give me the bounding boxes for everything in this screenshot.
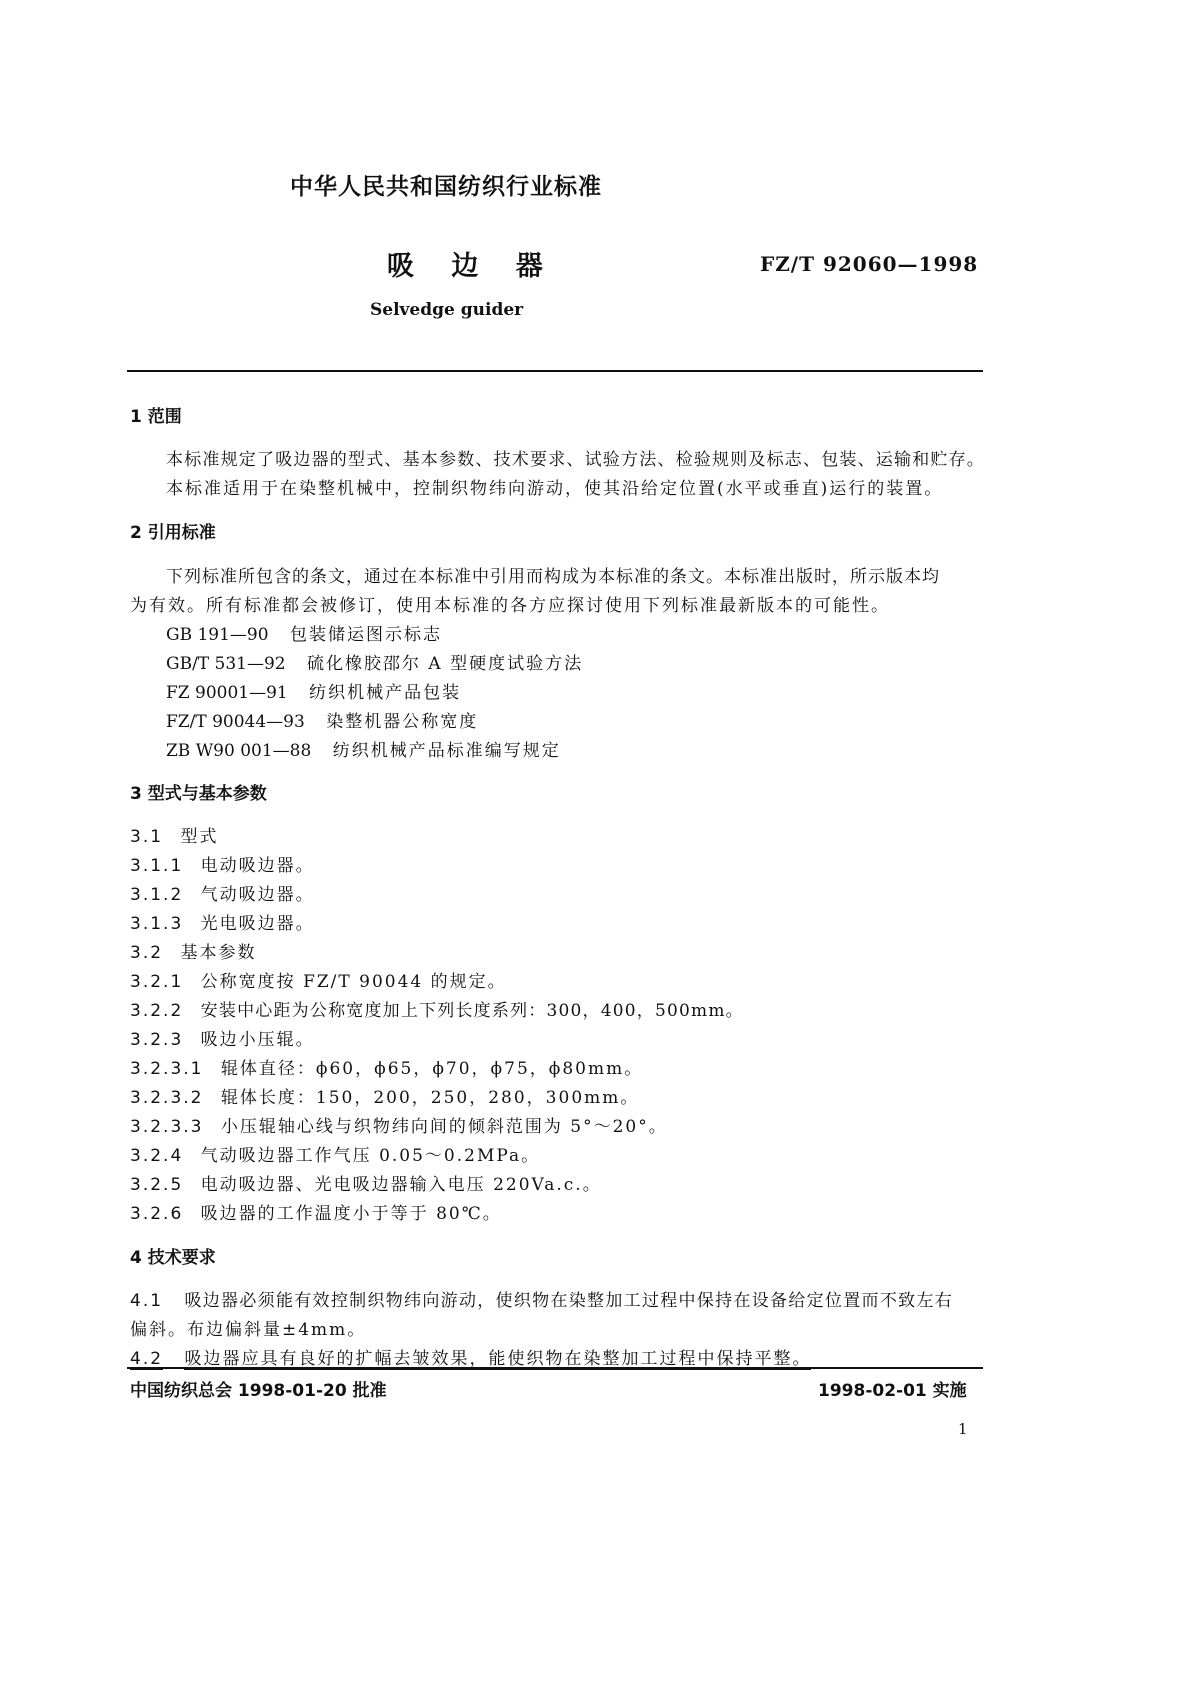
reference-code: ZB W90 001—88 [166,741,312,761]
section-1-heading: 1 范围 [130,407,182,427]
section-3-heading: 3 型式与基本参数 [130,784,267,804]
reference-title: 纺织机械产品包装 [309,683,462,703]
clause-number: 3.2.3.1 [130,1059,204,1079]
clause-item [130,967,507,992]
clause-number: 3.2.2 [130,1001,184,1021]
clause-text: 光电吸边器。 [200,914,315,934]
clause-item [130,909,315,934]
reference-item [166,707,478,732]
clause-text: 吸边器的工作温度小于等于 80℃。 [200,1204,502,1224]
section-4-heading: 4 技术要求 [130,1248,216,1268]
clause-number: 3.1 [130,827,164,847]
section-1-paragraph-2: 本标准适用于在染整机械中，控制织物纬向游动，使其沿给定位置(水平或垂直)运行的装置。 [166,479,944,499]
clause-number: 4.2 [130,1349,164,1369]
reference-title: 硫化橡胶邵尔 A 型硬度试验方法 [307,654,584,674]
section-2-heading: 2 引用标准 [130,523,216,543]
clause-item [130,822,218,847]
clause-text: 吸边器应具有良好的扩幅去皱效果，能使织物在染整加工过程中保持平整。 [184,1349,812,1369]
clause-item [130,1199,502,1224]
reference-item [166,736,561,761]
clause-item [130,1083,639,1108]
clause-text: 电动吸边器。 [200,856,315,876]
clause-item [130,938,256,963]
clause-item [130,1170,602,1195]
clause-number: 3.2.3 [130,1030,184,1050]
clause-item [130,1141,540,1166]
clause-item [130,880,315,905]
clause-text: 辊体长度：150，200，250，280，300mm。 [220,1088,640,1108]
clause-text: 气动吸边器工作气压 0.05～0.2MPa。 [200,1146,541,1166]
clause-text: 公称宽度按 FZ/T 90044 的规定。 [200,972,507,992]
english-title: Selvedge guider [370,300,524,320]
clause-text: 基本参数 [180,943,257,963]
standard-code: FZ/T 92060—1998 [760,252,979,276]
clause-item [130,996,744,1021]
clause-text: 电动吸边器、光电吸边器输入电压 220Va.c.。 [200,1175,602,1195]
clause-item [130,851,315,876]
section-1-paragraph-1: 本标准规定了吸边器的型式、基本参数、技术要求、试验方法、检验规则及标志、包装、运输和贮存。 [166,450,985,470]
clause-text: 气动吸边器。 [200,885,315,905]
clause-item [130,1054,643,1079]
header-rule [127,370,983,372]
clause-text: 辊体直径：ϕ60，ϕ65，ϕ70，ϕ75，ϕ80mm。 [220,1059,644,1079]
footer-rule [127,1367,983,1369]
approval-date: 中国纺织总会 1998-01-20 批准 [130,1381,387,1401]
clause-number: 3.2.4 [130,1146,184,1166]
reference-title: 染整机器公称宽度 [326,712,479,732]
reference-code: FZ 90001—91 [166,683,288,703]
clause-number: 3.1.3 [130,914,184,934]
clause-text: 型式 [180,827,219,847]
section-2-paragraph-line-1: 下列标准所包含的条文，通过在本标准中引用而构成为本标准的条文。本标准出版时，所示版本均 [166,567,940,587]
reference-code: FZ/T 90044—93 [166,712,305,732]
page-number: 1 [958,1420,968,1438]
clause-item [130,1025,315,1050]
clause-number: 4.1 [130,1291,164,1311]
document-title: 吸 边 器 [387,251,557,282]
clause-text: 安装中心距为公称宽度加上下列长度系列：300，400，500mm。 [200,1001,744,1021]
clause-number: 3.1.1 [130,856,184,876]
effective-date: 1998-02-01 实施 [818,1381,967,1401]
clause-text: 吸边器必须能有效控制织物纬向游动，使织物在染整加工过程中保持在设备给定位置而不致左右 [184,1291,954,1311]
clause-number: 3.2.5 [130,1175,184,1195]
clause-number: 3.2.3.3 [130,1117,204,1137]
reference-code: GB 191—90 [166,625,269,645]
clause-4-1-continued: 偏斜。布边偏斜量±4mm。 [130,1320,367,1340]
reference-item [166,649,583,674]
section-2-paragraph-line-2: 为有效。所有标准都会被修订，使用本标准的各方应探讨使用下列标准最新版本的可能性。 [130,596,890,616]
reference-title: 包装储运图示标志 [289,625,442,645]
clause-number: 3.2.6 [130,1204,184,1224]
clause-number: 3.2.3.2 [130,1088,204,1108]
clause-text: 小压辊轴心线与织物纬向间的倾斜范围为 5°～20°。 [220,1117,668,1137]
reference-item [166,678,461,703]
clause-4-2 [130,1344,811,1369]
issuing-agency: 中华人民共和国纺织行业标准 [290,174,602,200]
clause-text: 吸边小压辊。 [200,1030,315,1050]
reference-title: 纺织机械产品标准编写规定 [332,741,561,761]
clause-4-1 [130,1286,953,1311]
reference-item [166,620,442,645]
clause-number: 3.2.1 [130,972,184,992]
clause-number: 3.2 [130,943,164,963]
clause-item [130,1112,668,1137]
clause-number: 3.1.2 [130,885,184,905]
reference-code: GB/T 531—92 [166,654,286,674]
